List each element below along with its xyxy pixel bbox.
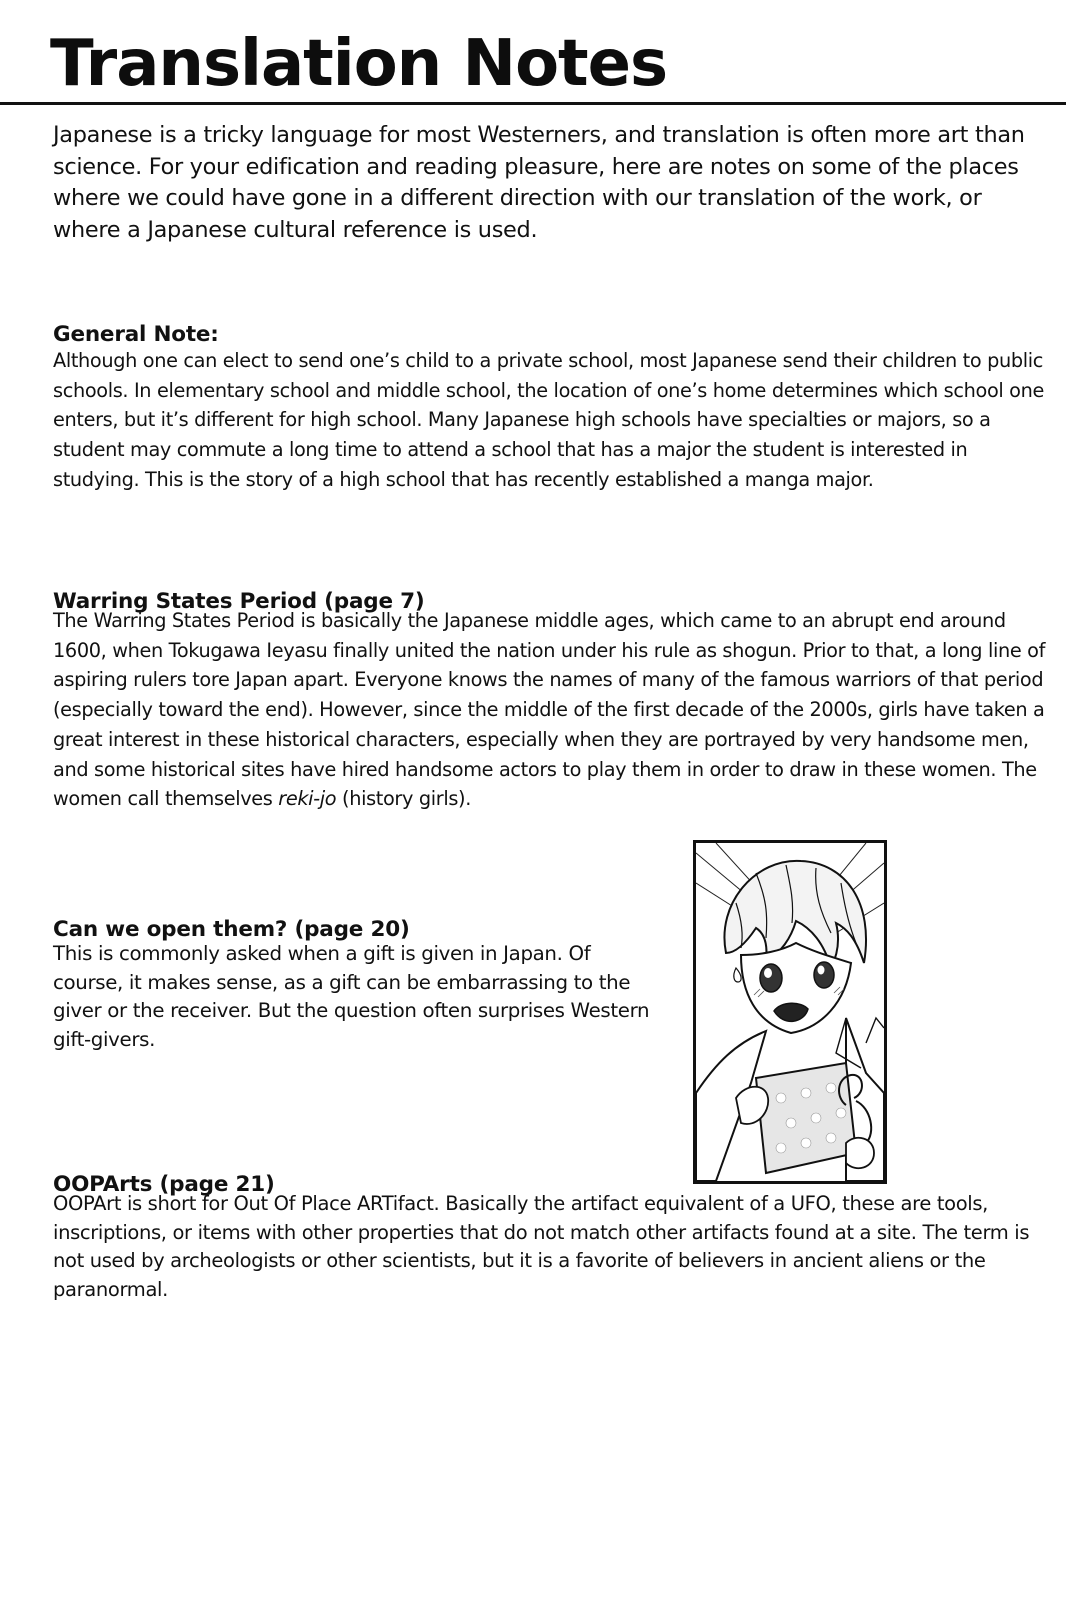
manga-panel-illustration — [693, 840, 887, 1184]
note-heading-ooparts: OOPArts (page 21) — [53, 1172, 275, 1197]
note-body-warring-states-tail: (history girls). — [336, 787, 471, 811]
note-heading-open-gift: Can we open them? (page 20) — [53, 917, 410, 942]
note-body-general: Although one can elect to send one’s child to a private school, most Japanese send their children to public schools. In elementary school and middle school, the location of one’s home determines which school one enters, but it’s different for high school. Many Japanese high schools have specialties or majors, so a student may commute a long time to attend a school that has a major the student is interested in studying. This is the story of a high school that has recently established a manga major. — [53, 349, 1045, 491]
note-body-warring-states — [53, 606, 1048, 814]
note-body-ooparts: OOPArt is short for Out Of Place ARTifact. Basically the artifact equivalent of a UFO, these are tools, inscriptions, or items with other properties that do not match other artifacts found at a site. The term is not used by archeologists or other scientists, but it is a favorite of believers in ancient aliens or the paranormal. — [53, 1192, 1030, 1301]
title-divider — [0, 102, 1066, 105]
note-heading-general: General Note: — [53, 322, 219, 347]
reki-jo-term: reki-jo — [278, 787, 337, 811]
note-heading-warring-states: Warring States Period (page 7) — [53, 589, 425, 614]
note-body-open-gift: This is commonly asked when a gift is given in Japan. Of course, it makes sense, as a gift can be embarrassing to the giver or the receiver. But the question often surprises Western gift-givers. — [53, 942, 650, 1051]
manga-character-drawing — [696, 843, 884, 1181]
note-body-warring-states-text: The Warring States Period is basically the Japanese middle ages, which came to an abrupt end around 1600, when Tokugawa Ieyasu finally united the nation under his rule as shogun. Prior to that, a long line of aspiring rulers tore Japan apart. Everyone knows the names of many of the famous warriors of that period (especially toward the end). However, since the middle of the first decade of the 2000s, girls have taken a great interest in these historical characters, especially when they are portrayed by very handsome men, and some historical sites have hired handsome actors to play them in order to draw in these women. The women call themselves — [53, 609, 1046, 811]
page-title: Translation Notes — [50, 27, 668, 101]
intro-paragraph: Japanese is a tricky language for most Westerners, and translation is often more art than science. For your edification and reading pleasure, here are notes on some of the places where we could have gone in a different direction with our translation of the work, or where a Japanese cultural reference is used. — [53, 122, 1025, 243]
